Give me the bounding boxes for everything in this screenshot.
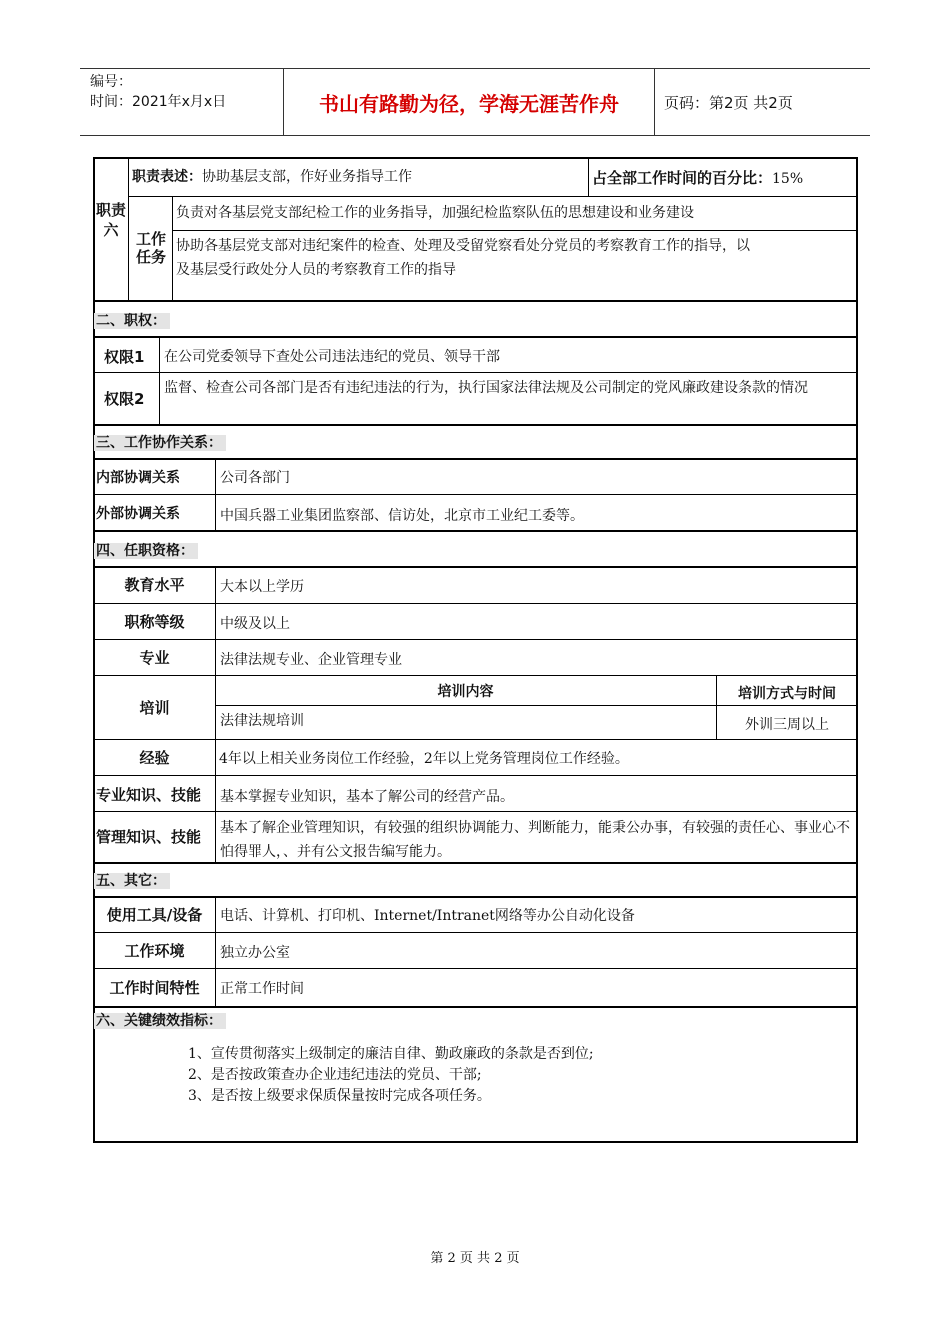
management-skills-label: 管理知识、技能 (96, 828, 202, 846)
kpi-list (188, 1044, 594, 1107)
grid-line (172, 196, 173, 300)
duty-time-percent (592, 167, 803, 190)
authority-text: 在公司党委领导下查处公司违法违纪的党员、领导干部 (164, 349, 500, 365)
kpi-item: 3、是否按上级要求保质保量按时完成各项任务。 (188, 1088, 491, 1104)
grid-line (94, 566, 857, 568)
grid-line (94, 932, 857, 933)
grid-line (128, 158, 129, 300)
grid-line (159, 336, 160, 424)
duty-statement-text: 协助基层支部，作好业务指导工作 (202, 169, 412, 185)
internal-relations-value: 公司各部门 (220, 470, 290, 486)
task-line: 及基层受行政处分人员的考察教育工作的指导 (176, 262, 456, 278)
work-time-value: 正常工作时间 (220, 981, 304, 997)
grid-line (128, 196, 857, 197)
grid-line (588, 158, 589, 196)
internal-relations-label: 内部协调关系 (96, 470, 180, 486)
grid-line (94, 968, 857, 969)
grid-line (215, 896, 216, 1006)
section-title-authority: 二、职权： (94, 310, 170, 330)
document-date: 时间：2021年x月x日 (90, 94, 227, 110)
grid-line (94, 775, 857, 776)
authority-label: 权限1 (104, 348, 145, 366)
task-item: 负责对各基层党支部纪检工作的业务指导，加强纪检监察队伍的思想建设和业务建设 (176, 205, 694, 221)
authority-label: 权限2 (104, 390, 145, 408)
training-method-header: 培训方式与时间 (738, 686, 836, 702)
management-skills-value: 基本了解企业管理知识，有较强的组织协调能力、判断能力，能秉公办事，有较强的责任心、事业心不怕得罪人，、并有公文报告编写能力。 (220, 820, 850, 860)
page-footer: 第 2 页 共 2 页 (430, 1251, 520, 1266)
task-label: 工作任务 (135, 230, 166, 266)
duty-statement-label: 职责表述： (132, 169, 202, 185)
training-content-header: 培训内容 (437, 684, 494, 700)
kpi-item: 2、是否按政策查办企业违纪违法的党员、干部; (188, 1067, 482, 1083)
task-item (176, 234, 854, 282)
authority-text: 监督、检查公司各部门是否有违纪违法的行为，执行国家法律法规及公司制定的党风廉政建设条款的情况 (164, 380, 808, 396)
environment-label: 工作环境 (124, 942, 185, 960)
professional-skills-label: 专业知识、技能 (96, 786, 202, 804)
major-value: 法律法规专业、企业管理专业 (220, 652, 402, 668)
grid-line (94, 603, 857, 604)
grid-line (215, 566, 216, 862)
duty-side-label: 职责六 (96, 201, 127, 239)
grid-line (94, 336, 857, 338)
external-relations-value: 中国兵器工业集团监察部、信访处，北京市工业纪工委等。 (220, 508, 584, 524)
grid-line (215, 705, 857, 706)
duty-statement (132, 166, 412, 188)
header-meta (90, 72, 226, 112)
rank-value: 中级及以上 (220, 616, 290, 632)
grid-line (94, 300, 857, 302)
kpi-item: 1、宣传贯彻落实上级制定的廉洁自律、勤政廉政的条款是否到位; (188, 1046, 594, 1062)
grid-line (215, 458, 216, 530)
rank-label: 职称等级 (124, 613, 185, 631)
training-content: 法律法规培训 (220, 713, 304, 729)
section-title-qualification: 四、任职资格： (94, 540, 198, 560)
task-line: 协助各基层党支部对违纪案件的检查、处理及受留党察看处分党员的考察教育工作的指导，以 (176, 238, 750, 254)
grid-line (94, 458, 857, 460)
section-title-relations: 三、工作协作关系： (94, 432, 226, 452)
duty-percent-value: 15% (772, 171, 804, 187)
section-title-other: 五、其它： (94, 870, 170, 890)
grid-line (94, 739, 857, 740)
document-number: 编号： (90, 74, 132, 90)
header-divider (654, 68, 655, 136)
work-time-label: 工作时间特性 (109, 979, 200, 997)
duty-percent-label: 占全部工作时间的百分比： (592, 169, 773, 187)
grid-line (94, 494, 857, 495)
grid-line (172, 230, 857, 231)
tools-label: 使用工具/设备 (106, 906, 203, 924)
header-motto: 书山有路勤为径，学海无涯苦作舟 (319, 92, 619, 116)
grid-line (94, 639, 857, 640)
grid-line (94, 896, 857, 898)
section-title-kpi: 六、关键绩效指标： (94, 1010, 226, 1030)
grid-line (94, 372, 857, 373)
experience-value: 4年以上相关业务岗位工作经验，2年以上党务管理岗位工作经验。 (219, 751, 629, 767)
grid-line (94, 530, 857, 532)
tools-value: 电话、计算机、打印机、Internet/Intranet网络等办公自动化设备 (220, 908, 635, 924)
header-page-number: 页码：第2页 共2页 (664, 94, 793, 112)
grid-line (94, 811, 857, 812)
experience-label: 经验 (139, 749, 170, 767)
grid-line (94, 675, 857, 676)
education-label: 教育水平 (124, 576, 185, 594)
grid-line (94, 424, 857, 426)
external-relations-label: 外部协调关系 (96, 506, 180, 522)
training-label: 培训 (139, 699, 170, 717)
education-value: 大本以上学历 (220, 579, 304, 595)
major-label: 专业 (139, 649, 170, 667)
professional-skills-value: 基本掌握专业知识，基本了解公司的经营产品。 (220, 789, 514, 805)
grid-line (94, 1006, 857, 1008)
training-method: 外训三周以上 (745, 717, 829, 733)
environment-value: 独立办公室 (220, 945, 290, 961)
